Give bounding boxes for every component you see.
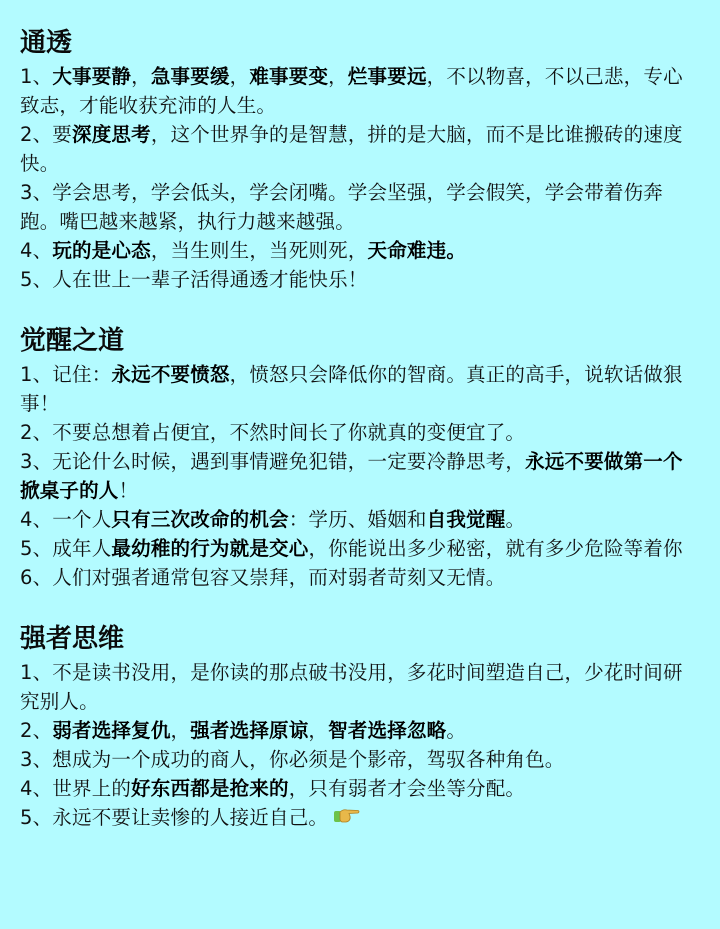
emphasis-text: 自我觉醒: [426, 508, 506, 531]
body-text: 2、不要总想着占便宜，不然时间长了你就真的变便宜了。: [20, 421, 526, 444]
section-3: [20, 622, 698, 834]
body-text: 5、成年人: [20, 537, 112, 560]
list-item: [20, 265, 698, 294]
body-text: 4、世界上的: [20, 777, 132, 800]
section-2: [20, 324, 698, 592]
section-1: [20, 26, 698, 294]
body-text: 5、永远不要让卖惨的人接近自己。: [20, 806, 329, 829]
body-text: ，: [170, 719, 191, 742]
body-text: 6、人们对强者通常包容又崇拜，而对弱者苛刻又无情。: [20, 566, 506, 589]
emphasis-text: 强者选择原谅: [190, 719, 309, 742]
body-text: 。: [505, 508, 526, 531]
body-text: 1、记住：: [20, 363, 112, 386]
list-item: [20, 745, 698, 774]
list-item: [20, 505, 698, 534]
list-item: [20, 178, 698, 236]
body-text: 1、: [20, 65, 53, 88]
list-item: [20, 658, 698, 716]
emphasis-text: 烂事要远: [347, 65, 427, 88]
emphasis-text: 弱者选择复仇: [52, 719, 171, 742]
body-text: ，: [131, 65, 151, 88]
emphasis-text: 最幼稚的行为就是交心: [111, 537, 309, 560]
body-text: ，愤怒只会降低你的智商。真正的高手，说软话做狠事！: [20, 363, 683, 415]
body-text: 。: [446, 719, 467, 742]
body-text: ：学历、婚姻和: [288, 508, 427, 531]
list-item: [20, 418, 698, 447]
body-text: ！: [118, 479, 139, 502]
list-item: [20, 236, 698, 265]
body-text: 3、学会思考，学会低头，学会闭嘴。学会坚强，学会假笑，学会带着伤奔跑。嘴巴越来越紧，执行力越来越强。: [20, 181, 664, 233]
list-item: [20, 534, 698, 563]
body-text: ，: [328, 65, 348, 88]
list-item: [20, 62, 698, 120]
body-text: ，不以物喜，不以己悲，专心致志，才能收获充沛的人生。: [20, 65, 683, 117]
list-item: [20, 774, 698, 803]
body-text: ，: [229, 65, 250, 88]
emphasis-text: 急事要缓: [150, 65, 230, 88]
list-item: [20, 716, 698, 745]
section-title: 觉醒之道: [20, 326, 125, 356]
body-text: ，当生则生，当死则死，: [150, 239, 368, 262]
list-item: [20, 360, 698, 418]
emphasis-text: 永远不要愤怒: [111, 363, 230, 386]
body-text: 1、不是读书没用，是你读的那点破书没用，多花时间塑造自己，少花时间研究别人。: [20, 661, 683, 713]
body-text: 5、人在世上一辈子活得通透才能快乐！: [20, 268, 368, 291]
emphasis-text: 天命难违。: [367, 239, 467, 262]
body-text: 4、: [20, 239, 53, 262]
section-title: 强者思维: [20, 624, 125, 654]
list-item: [20, 563, 698, 592]
body-text: 2、要: [20, 123, 73, 146]
pointing-hand-icon: [334, 804, 360, 834]
emphasis-text: 大事要静: [52, 65, 132, 88]
emphasis-text: 玩的是心态: [52, 239, 151, 262]
list-item: [20, 803, 698, 834]
list-item: [20, 120, 698, 178]
section-title: 通透: [20, 28, 73, 58]
emphasis-text: 难事要变: [249, 65, 329, 88]
emphasis-text: 智者选择忽略: [328, 719, 447, 742]
list-item: [20, 447, 698, 505]
body-text: ，: [308, 719, 329, 742]
body-text: 3、想成为一个成功的商人，你必须是个影帝，驾驭各种角色。: [20, 748, 565, 771]
body-text: 3、无论什么时候，遇到事情避免犯错，一定要冷静思考，: [20, 450, 526, 473]
body-text: ，这个世界争的是智慧，拼的是大脑，而不是比谁搬砖的速度快。: [20, 123, 683, 175]
emphasis-text: 深度思考: [72, 123, 151, 146]
body-text: ，只有弱者才会坐等分配。: [288, 777, 526, 800]
body-text: 4、一个人: [20, 508, 112, 531]
body-text: ，你能说出多少秘密，就有多少危险等着你: [308, 537, 683, 560]
emphasis-text: 永远不要做第一个掀桌子的人: [20, 450, 683, 502]
emphasis-text: 只有三次改命的机会: [111, 508, 289, 531]
body-text: 2、: [20, 719, 53, 742]
emphasis-text: 好东西都是抢来的: [131, 777, 289, 800]
